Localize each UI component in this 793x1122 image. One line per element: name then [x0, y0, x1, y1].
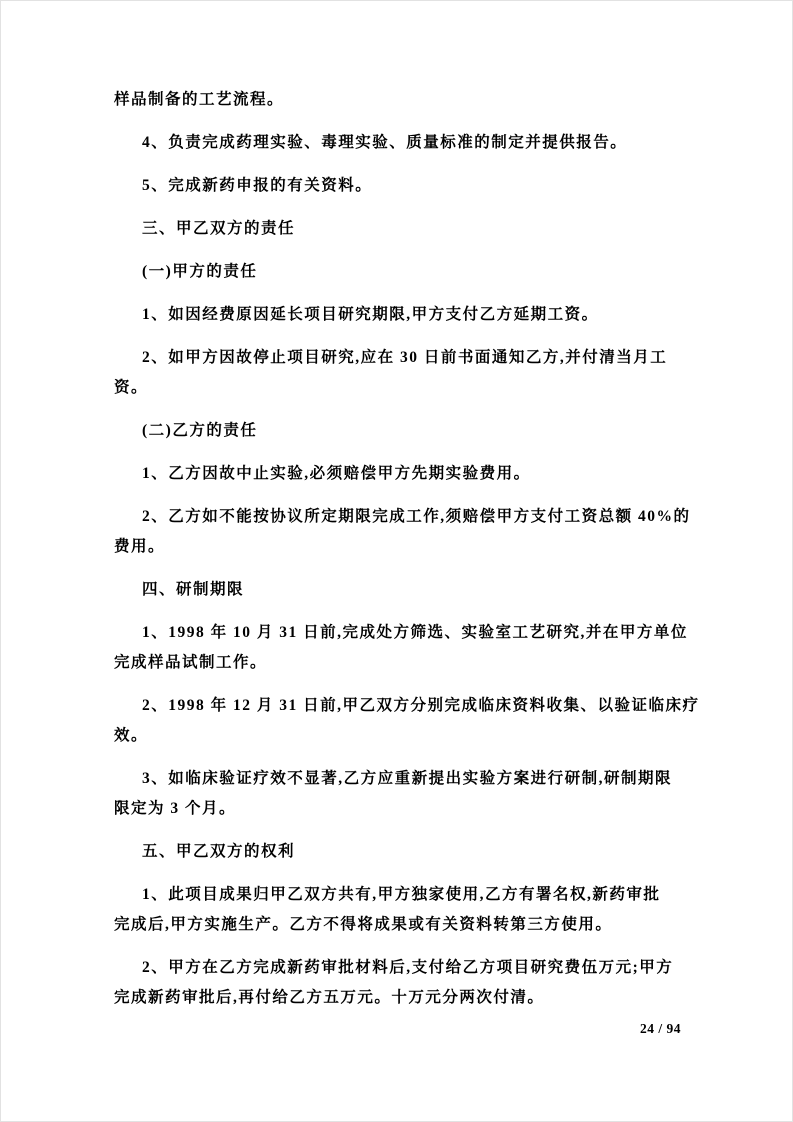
- text-line: 4、负责完成药理实验、毒理实验、质量标准的制定并提供报告。: [142, 134, 628, 151]
- paragraph: [114, 300, 684, 330]
- text-line: 2、甲方在乙方完成新药审批材料后,支付给乙方项目研究费伍万元;甲方: [142, 959, 674, 976]
- page-number: 24 / 94: [639, 1021, 681, 1036]
- text-line: 1、如因经费原因延长项目研究期限,甲方支付乙方延期工资。: [142, 306, 599, 323]
- paragraph: [114, 618, 688, 678]
- paragraph: [114, 880, 684, 940]
- paragraph: [114, 416, 684, 446]
- text-line: 2、乙方如不能按协议所定期限完成工作,须赔偿甲方支付工资总额 40%的: [142, 508, 691, 525]
- text-line: 限定为 3 个月。: [114, 800, 237, 817]
- paragraph: [114, 764, 684, 824]
- text-line: 1、1998 年 10 月 31 日前,完成处方筛选、实验室工艺研究,并在甲方单位: [142, 624, 688, 641]
- paragraph: [114, 575, 684, 605]
- paragraph: [114, 953, 684, 1013]
- text-line: 样品制备的工艺流程。: [114, 91, 285, 108]
- text-line: (二)乙方的责任: [142, 422, 258, 439]
- paragraph: [114, 502, 691, 562]
- text-line: 1、乙方因故中止实验,必须赔偿甲方先期实验费用。: [142, 465, 531, 482]
- text-line: 效。: [114, 727, 149, 744]
- paragraph: [114, 837, 684, 867]
- paragraph: [114, 459, 684, 489]
- paragraph: [114, 214, 684, 244]
- text-line: 5、完成新药申报的有关资料。: [142, 177, 373, 194]
- text-line: 费用。: [114, 538, 166, 555]
- text-line: 2、1998 年 12 月 31 日前,甲乙双方分别完成临床资料收集、以验证临床疗: [142, 697, 700, 714]
- text-line: 资。: [114, 379, 149, 396]
- text-line: 完成后,甲方实施生产。乙方不得将成果或有关资料转第三方使用。: [114, 916, 613, 933]
- text-line: 完成样品试制工作。: [114, 654, 268, 671]
- text-line: 完成新药审批后,再付给乙方五万元。十万元分两次付清。: [114, 989, 545, 1006]
- text-line: 五、甲乙双方的权利: [142, 843, 296, 860]
- paragraph: [114, 257, 684, 287]
- paragraph: [114, 343, 684, 403]
- text-line: 1、此项目成果归甲乙双方共有,甲方独家使用,乙方有署名权,新药审批: [142, 886, 661, 903]
- text-line: 四、研制期限: [142, 581, 245, 598]
- text-line: (一)甲方的责任: [142, 263, 258, 280]
- paragraph: [114, 691, 700, 751]
- paragraph: [114, 128, 684, 158]
- document-body: [114, 85, 700, 1026]
- paragraph: [114, 171, 684, 201]
- text-line: 2、如甲方因故停止项目研究,应在 30 日前书面通知乙方,并付清当月工: [142, 349, 668, 366]
- paragraph: [114, 85, 684, 115]
- text-line: 3、如临床验证疗效不显著,乙方应重新提出实验方案进行研制,研制期限: [142, 770, 673, 787]
- text-line: 三、甲乙双方的责任: [142, 220, 296, 237]
